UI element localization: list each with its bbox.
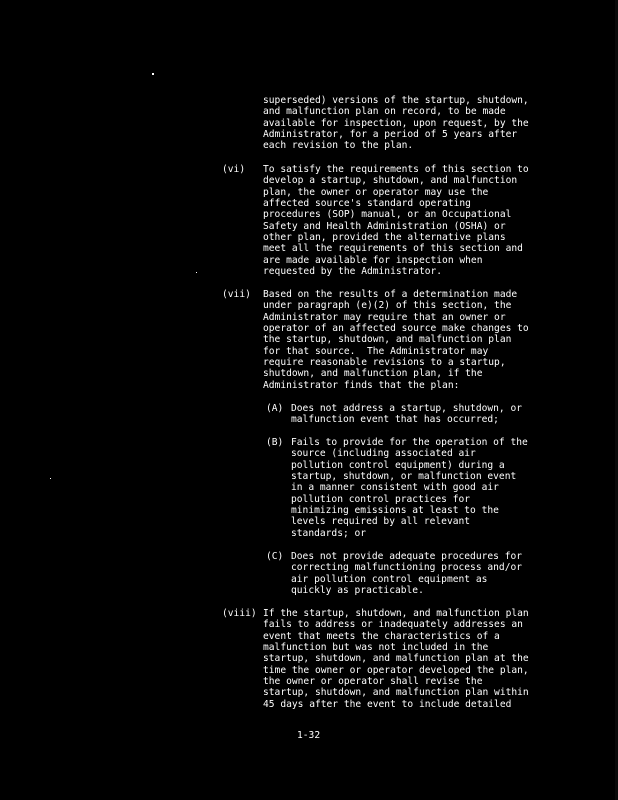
paragraph-text	[263, 95, 563, 152]
text-line: other plan, provided the alternative plans	[263, 232, 506, 244]
subparagraph-letter: (C)	[266, 551, 284, 562]
text-line: Administrator may require that an owner or	[263, 311, 506, 323]
text-line: for that source. The Administrator may	[263, 345, 489, 357]
text-line: Based on the results of a determination made	[263, 289, 518, 300]
text-line: malfunction event that has occurred;	[291, 414, 499, 426]
text-line: quickly as practicable.	[291, 585, 424, 597]
paragraph-text	[263, 289, 563, 391]
paragraph-number: (viii)	[222, 608, 257, 619]
text-line: If the startup, shutdown, and malfunction plan	[263, 608, 529, 619]
text-line: under paragraph (e)(2) of this section, the	[263, 300, 512, 312]
text-line: requested by the Administrator.	[263, 266, 443, 278]
text-line: meet all the requirements of this section and	[263, 243, 523, 255]
text-line: Safety and Health Administration (OSHA) or	[263, 220, 506, 232]
subparagraph-letter: (B)	[266, 437, 284, 448]
text-line: the startup, shutdown, and malfunction plan	[263, 334, 512, 346]
text-line: correcting malfunctioning process and/or	[291, 562, 523, 574]
text-line: time the owner or operator developed the plan,	[263, 664, 529, 676]
text-line: Fails to provide for the operation of the	[291, 437, 528, 448]
text-line: Administrator, for a period of 5 years after	[263, 129, 518, 141]
text-line: pollution control equipment) during a	[291, 459, 505, 471]
text-line: plan, the owner or operator may use the	[263, 186, 489, 198]
subparagraph-text	[291, 403, 561, 426]
text-line: source (including associated air	[291, 448, 476, 460]
text-line: minimizing emissions at least to the	[291, 505, 499, 517]
text-line: Does not address a startup, shutdown, or	[291, 403, 523, 414]
text-line: standards; or	[291, 527, 367, 539]
paragraph-text	[263, 164, 563, 277]
text-line: shutdown, and malfunction plan, if the	[263, 368, 483, 380]
text-line: and malfunction plan on record, to be made	[263, 106, 506, 118]
text-line: fails to address or inadequately addresses an	[263, 619, 523, 631]
text-line: in a manner consistent with good air	[291, 482, 499, 494]
subparagraph-letter: (A)	[266, 403, 284, 414]
text-line: Does not provide adequate procedures for	[291, 551, 523, 562]
text-line: pollution control practices for	[291, 493, 471, 505]
text-line: the owner or operator shall revise the	[263, 676, 483, 688]
paragraph-number: (vi)	[222, 164, 246, 175]
text-line: operator of an affected source make changes to	[263, 323, 529, 335]
text-line: To satisfy the requirements of this section to	[263, 164, 529, 175]
text-line: available for inspection, upon request, by the	[263, 117, 529, 129]
text-line: air pollution control equipment as	[291, 573, 488, 585]
text-line: Administrator finds that the plan:	[263, 379, 460, 391]
text-line: procedures (SOP) manual, or an Occupational	[263, 209, 512, 221]
text-line: are made available for inspection when	[263, 254, 483, 266]
text-line: malfunction but was not included in the	[263, 642, 489, 654]
scan-speck	[50, 478, 51, 479]
subparagraph-text	[291, 437, 561, 539]
text-line: startup, shutdown, and malfunction plan at the	[263, 653, 529, 665]
text-line: levels required by all relevant	[291, 516, 471, 528]
text-line: develop a startup, shutdown, and malfunction	[263, 175, 518, 187]
page-number: 1-32	[297, 730, 321, 741]
text-line: each revision to the plan.	[263, 140, 414, 152]
text-line: startup, shutdown, and malfunction plan within	[263, 687, 529, 699]
text-line: require reasonable revisions to a startup,	[263, 357, 506, 369]
subparagraph-text	[291, 551, 561, 596]
text-line: 45 days after the event to include detailed	[263, 698, 512, 710]
paragraph-text	[263, 608, 563, 710]
scan-speck	[152, 73, 154, 75]
text-line: startup, shutdown, or malfunction event	[291, 471, 517, 483]
text-line: affected source's standard operating	[263, 198, 471, 210]
text-line: superseded) versions of the startup, shutdown,	[263, 95, 529, 106]
scan-speck	[196, 272, 197, 273]
text-line: event that meets the characteristics of a	[263, 630, 500, 642]
paragraph-number: (vii)	[222, 289, 251, 300]
